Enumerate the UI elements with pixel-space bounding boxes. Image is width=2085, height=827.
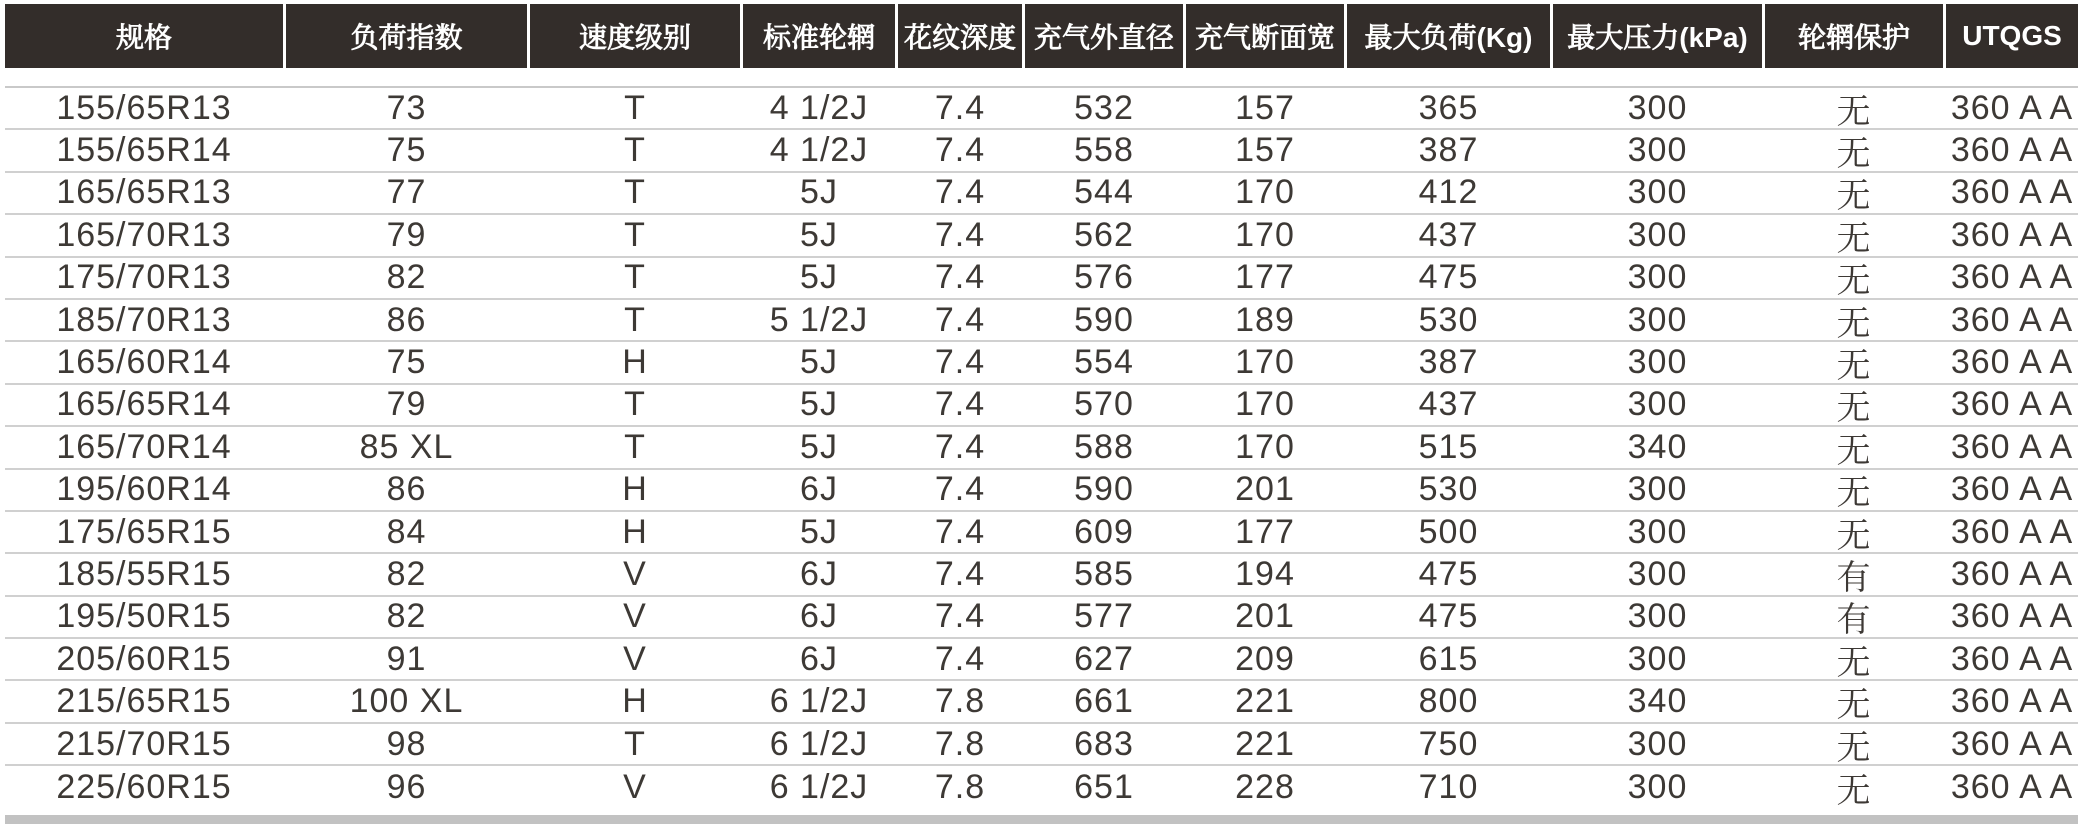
cell-max-pressure: 300 [1627,597,1688,636]
cell-standard-rim: 6J [800,639,838,678]
header-cell-max-load: 最大负荷(Kg) [1347,4,1550,68]
cell-load-index: 100 XL [349,682,464,721]
cell-rim-protection: 无 [1836,177,1872,214]
cell-speed-rating: H [622,682,648,721]
cell-inflated-outer-diameter: 576 [1074,258,1134,297]
cell-spec: 215/65R15 [56,682,232,721]
cell-max-load: 500 [1418,512,1479,551]
cell-max-pressure: 300 [1627,385,1688,424]
cell-standard-rim: 5 1/2J [769,300,869,339]
cell-tread-depth: 7.4 [934,258,986,297]
cell-load-index: 77 [386,173,427,212]
cell-inflated-outer-diameter: 570 [1074,385,1134,424]
cell-utqgs: 360 A A [1950,639,2074,678]
cell-tread-depth: 7.4 [934,554,986,593]
cell-load-index: 96 [386,767,427,806]
cell-tread-depth: 7.8 [934,724,986,763]
cell-max-pressure: 300 [1627,343,1688,382]
cell-spec: 175/70R13 [56,258,232,297]
table-row [5,215,2078,257]
cell-inflated-section-width: 170 [1235,173,1295,212]
cell-tread-depth: 7.4 [934,470,986,509]
cell-load-index: 79 [386,385,427,424]
header-cell-utqgs: UTQGS [1946,4,2078,68]
cell-inflated-outer-diameter: 609 [1074,512,1134,551]
cell-standard-rim: 5J [800,258,838,297]
cell-load-index: 98 [386,724,427,763]
cell-inflated-outer-diameter: 562 [1074,215,1134,254]
table-row [5,681,2078,723]
header-cell-load-index: 负荷指数 [286,4,527,68]
cell-speed-rating: H [622,343,648,382]
cell-max-pressure: 300 [1627,131,1688,170]
cell-inflated-outer-diameter: 558 [1074,131,1134,170]
header-cell-tread-depth: 花纹深度 [898,4,1022,68]
cell-inflated-section-width: 228 [1235,767,1295,806]
cell-inflated-section-width: 221 [1235,682,1295,721]
cell-spec: 175/65R15 [56,512,232,551]
cell-spec: 155/65R13 [56,88,232,127]
cell-load-index: 84 [386,512,427,551]
cell-max-load: 475 [1418,554,1479,593]
cell-max-load: 365 [1418,88,1479,127]
cell-utqgs: 360 A A [1950,597,2074,636]
cell-max-load: 530 [1418,470,1479,509]
cell-standard-rim: 6J [800,470,838,509]
cell-speed-rating: T [624,173,646,212]
cell-utqgs: 360 A A [1950,682,2074,721]
cell-tread-depth: 7.4 [934,173,986,212]
cell-speed-rating: V [623,639,647,678]
cell-load-index: 82 [386,554,427,593]
cell-utqgs: 360 A A [1950,258,2074,297]
cell-max-pressure: 300 [1627,470,1688,509]
cell-load-index: 75 [386,343,427,382]
cell-max-load: 475 [1418,258,1479,297]
cell-standard-rim: 5J [800,343,838,382]
cell-max-pressure: 340 [1627,427,1688,466]
cell-load-index: 86 [386,300,427,339]
cell-rim-protection: 无 [1836,304,1872,341]
cell-load-index: 86 [386,470,427,509]
cell-rim-protection: 无 [1836,347,1872,383]
cell-rim-protection: 无 [1836,389,1872,426]
cell-utqgs: 360 A A [1950,427,2074,466]
cell-speed-rating: T [624,88,646,127]
cell-spec: 195/50R15 [56,597,232,636]
cell-rim-protection: 无 [1836,516,1872,553]
cell-tread-depth: 7.4 [934,639,986,678]
cell-inflated-section-width: 170 [1235,385,1295,424]
cell-spec: 205/60R15 [56,639,232,678]
cell-standard-rim: 6J [800,554,838,593]
cell-speed-rating: T [624,131,646,170]
cell-tread-depth: 7.4 [934,88,986,127]
table-body [5,88,2078,809]
cell-inflated-outer-diameter: 590 [1074,470,1134,509]
cell-rim-protection: 无 [1836,135,1872,171]
cell-utqgs: 360 A A [1950,512,2074,551]
cell-utqgs: 360 A A [1950,470,2074,509]
cell-tread-depth: 7.4 [934,343,986,382]
table-row [5,258,2078,300]
table-header-row [5,4,2078,68]
table-row [5,342,2078,384]
cell-max-load: 437 [1418,385,1479,424]
header-cell-max-pressure: 最大压力(kPa) [1553,4,1762,68]
cell-rim-protection: 有 [1836,559,1872,595]
header-cell-standard-rim: 标准轮辋 [743,4,895,68]
cell-max-load: 412 [1418,173,1479,212]
cell-load-index: 85 XL [359,427,454,466]
cell-utqgs: 360 A A [1950,385,2074,424]
cell-utqgs: 360 A A [1950,554,2074,593]
table-row [5,88,2078,130]
cell-inflated-section-width: 201 [1235,470,1295,509]
cell-utqgs: 360 A A [1950,215,2074,254]
cell-max-load: 387 [1418,131,1479,170]
cell-rim-protection: 无 [1836,686,1872,722]
cell-spec: 215/70R15 [56,724,232,763]
cell-load-index: 75 [386,131,427,170]
cell-max-pressure: 300 [1627,215,1688,254]
table-row [5,766,2078,808]
cell-inflated-section-width: 170 [1235,215,1295,254]
cell-standard-rim: 6 1/2J [769,724,869,763]
cell-inflated-outer-diameter: 588 [1074,427,1134,466]
cell-utqgs: 360 A A [1950,131,2074,170]
table-row [5,554,2078,596]
cell-speed-rating: T [624,724,646,763]
cell-speed-rating: H [622,512,648,551]
cell-spec: 165/70R13 [56,215,232,254]
cell-max-load: 530 [1418,300,1479,339]
cell-rim-protection: 无 [1836,728,1872,765]
cell-inflated-section-width: 201 [1235,597,1295,636]
header-cell-inflated-outer-diameter: 充气外直径 [1025,4,1183,68]
cell-speed-rating: T [624,300,646,339]
cell-tread-depth: 7.8 [934,682,986,721]
cell-max-load: 475 [1418,597,1479,636]
cell-inflated-section-width: 194 [1235,554,1295,593]
cell-max-load: 387 [1418,343,1479,382]
cell-speed-rating: T [624,427,646,466]
cell-inflated-section-width: 177 [1235,258,1295,297]
cell-inflated-section-width: 157 [1235,88,1295,127]
cell-rim-protection: 有 [1836,601,1872,638]
cell-tread-depth: 7.4 [934,427,986,466]
cell-load-index: 82 [386,258,427,297]
cell-inflated-outer-diameter: 661 [1074,682,1134,721]
cell-speed-rating: T [624,258,646,297]
cell-rim-protection: 无 [1836,643,1872,680]
cell-load-index: 79 [386,215,427,254]
cell-spec: 225/60R15 [56,767,232,806]
header-cell-speed-rating: 速度级别 [530,4,740,68]
header-cell-inflated-section-width: 充气断面宽 [1186,4,1344,68]
cell-rim-protection: 无 [1836,219,1872,256]
cell-tread-depth: 7.4 [934,385,986,424]
cell-inflated-outer-diameter: 590 [1074,300,1134,339]
cell-max-pressure: 300 [1627,767,1688,806]
table-row [5,385,2078,427]
cell-rim-protection: 无 [1836,771,1872,809]
cell-max-pressure: 340 [1627,682,1688,721]
cell-speed-rating: T [624,385,646,424]
cell-standard-rim: 5J [800,215,838,254]
cell-speed-rating: V [623,597,647,636]
cell-inflated-outer-diameter: 544 [1074,173,1134,212]
cell-rim-protection: 无 [1836,92,1872,129]
cell-standard-rim: 5J [800,385,838,424]
cell-rim-protection: 无 [1836,262,1872,298]
cell-spec: 165/70R14 [56,427,232,466]
table-row [5,512,2078,554]
cell-max-pressure: 300 [1627,258,1688,297]
table-row [5,470,2078,512]
cell-spec: 155/65R14 [56,131,232,170]
bottom-divider-bar [5,815,2078,824]
cell-tread-depth: 7.4 [934,215,986,254]
cell-rim-protection: 无 [1836,474,1872,510]
table-row [5,130,2078,172]
table-row [5,639,2078,681]
cell-utqgs: 360 A A [1950,173,2074,212]
cell-tread-depth: 7.8 [934,767,986,806]
cell-utqgs: 360 A A [1950,88,2074,127]
cell-inflated-section-width: 177 [1235,512,1295,551]
cell-inflated-section-width: 170 [1235,343,1295,382]
cell-inflated-outer-diameter: 627 [1074,639,1134,678]
cell-max-pressure: 300 [1627,554,1688,593]
cell-max-load: 710 [1418,767,1479,806]
cell-standard-rim: 5J [800,512,838,551]
cell-load-index: 82 [386,597,427,636]
cell-standard-rim: 6 1/2J [769,682,869,721]
cell-spec: 185/70R13 [56,300,232,339]
cell-inflated-outer-diameter: 585 [1074,554,1134,593]
cell-spec: 165/65R13 [56,173,232,212]
cell-max-pressure: 300 [1627,88,1688,127]
cell-rim-protection: 无 [1836,431,1872,468]
cell-inflated-section-width: 170 [1235,427,1295,466]
cell-max-load: 800 [1418,682,1479,721]
cell-inflated-outer-diameter: 683 [1074,724,1134,763]
cell-tread-depth: 7.4 [934,512,986,551]
cell-tread-depth: 7.4 [934,597,986,636]
cell-max-load: 750 [1418,724,1479,763]
cell-load-index: 73 [386,88,427,127]
cell-inflated-section-width: 209 [1235,639,1295,678]
cell-spec: 165/65R14 [56,385,232,424]
cell-max-load: 515 [1418,427,1479,466]
cell-load-index: 91 [386,639,427,678]
cell-max-load: 615 [1418,639,1479,678]
cell-max-pressure: 300 [1627,512,1688,551]
cell-max-pressure: 300 [1627,300,1688,339]
cell-utqgs: 360 A A [1950,724,2074,763]
cell-max-load: 437 [1418,215,1479,254]
cell-standard-rim: 4 1/2J [769,131,869,170]
cell-inflated-outer-diameter: 532 [1074,88,1134,127]
header-cell-spec: 规格 [5,4,283,68]
cell-spec: 165/60R14 [56,343,232,382]
cell-tread-depth: 7.4 [934,131,986,170]
table-row [5,597,2078,639]
table-row [5,300,2078,342]
cell-max-pressure: 300 [1627,639,1688,678]
cell-inflated-section-width: 157 [1235,131,1295,170]
cell-inflated-outer-diameter: 554 [1074,343,1134,382]
cell-speed-rating: H [622,470,648,509]
cell-inflated-section-width: 221 [1235,724,1295,763]
header-cell-rim-protection: 轮辋保护 [1765,4,1943,68]
table-row [5,173,2078,215]
cell-speed-rating: T [624,215,646,254]
cell-standard-rim: 4 1/2J [769,88,869,127]
cell-utqgs: 360 A A [1950,343,2074,382]
cell-max-pressure: 300 [1627,173,1688,212]
table-row [5,724,2078,766]
cell-utqgs: 360 A A [1950,300,2074,339]
cell-inflated-outer-diameter: 577 [1074,597,1134,636]
cell-tread-depth: 7.4 [934,300,986,339]
table-row [5,427,2078,469]
cell-standard-rim: 6J [800,597,838,636]
cell-standard-rim: 5J [800,173,838,212]
cell-standard-rim: 5J [800,427,838,466]
cell-speed-rating: V [623,554,647,593]
cell-utqgs: 360 A A [1950,767,2074,806]
cell-speed-rating: V [623,767,647,806]
cell-standard-rim: 6 1/2J [769,767,869,806]
cell-spec: 195/60R14 [56,470,232,509]
cell-max-pressure: 300 [1627,724,1688,763]
cell-inflated-section-width: 189 [1235,300,1295,339]
cell-inflated-outer-diameter: 651 [1074,767,1134,806]
cell-spec: 185/55R15 [56,554,232,593]
